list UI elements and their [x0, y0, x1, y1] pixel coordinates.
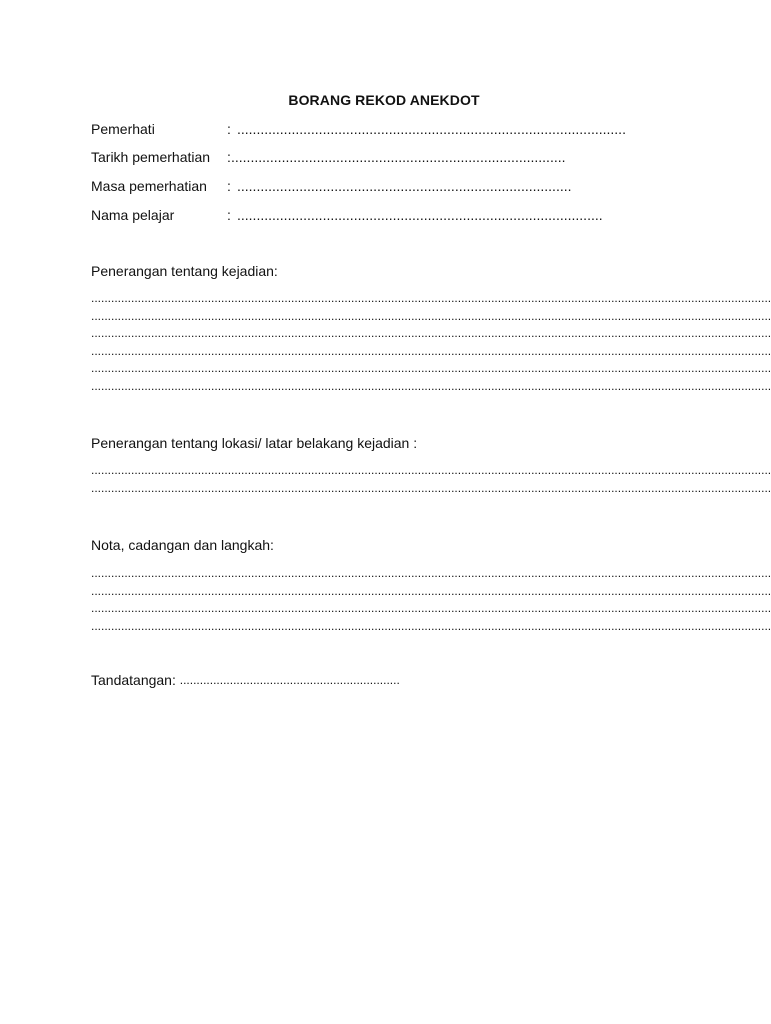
- field-colon: :: [227, 207, 231, 223]
- dotted-line[interactable]: ............................................................................................................................................................................................................: [91, 344, 771, 358]
- field-colon: :: [227, 121, 231, 137]
- dotted-line[interactable]: ............................................................................................................................................................................................................: [91, 326, 771, 340]
- signature-dots[interactable]: ..................................................................: [179, 673, 400, 687]
- signature-label: Tandatangan:: [91, 672, 176, 688]
- field-dots[interactable]: ......................................................................................: [231, 149, 566, 165]
- dotted-line[interactable]: ............................................................................................................................................................................................................: [91, 361, 771, 375]
- field-dots[interactable]: ....................................................................................................: [237, 121, 626, 137]
- dotted-line[interactable]: ............................................................................................................................................................................................................: [91, 291, 771, 305]
- dotted-line[interactable]: ............................................................................................................................................................................................................: [91, 379, 771, 393]
- field-label: Pemerhati: [91, 121, 155, 137]
- section-heading-lokasi: Penerangan tentang lokasi/ latar belakang kejadian :: [91, 435, 418, 451]
- dotted-line[interactable]: ............................................................................................................................................................................................................: [91, 463, 771, 477]
- field-dots[interactable]: ..............................................................................................: [237, 207, 603, 223]
- field-label: Tarikh pemerhatian: [91, 149, 211, 165]
- field-label: Masa pemerhatian: [91, 178, 207, 194]
- dotted-line[interactable]: ............................................................................................................................................................................................................: [91, 309, 771, 323]
- section-heading-nota: Nota, cadangan dan langkah:: [91, 537, 274, 553]
- dotted-line[interactable]: ............................................................................................................................................................................................................: [91, 619, 771, 633]
- field-dots[interactable]: ......................................................................................: [237, 178, 572, 194]
- signature-row: [91, 671, 400, 689]
- field-colon: :: [227, 178, 231, 194]
- section-heading-kejadian: Penerangan tentang kejadian:: [91, 263, 278, 279]
- form-title: BORANG REKOD ANEKDOT: [288, 92, 480, 108]
- field-label: Nama pelajar: [91, 207, 175, 223]
- dotted-line[interactable]: ............................................................................................................................................................................................................: [91, 584, 771, 598]
- field-colon: :: [227, 149, 231, 165]
- dotted-line[interactable]: ............................................................................................................................................................................................................: [91, 601, 771, 615]
- dotted-line[interactable]: ............................................................................................................................................................................................................: [91, 566, 771, 580]
- dotted-line[interactable]: ............................................................................................................................................................................................................: [91, 481, 771, 495]
